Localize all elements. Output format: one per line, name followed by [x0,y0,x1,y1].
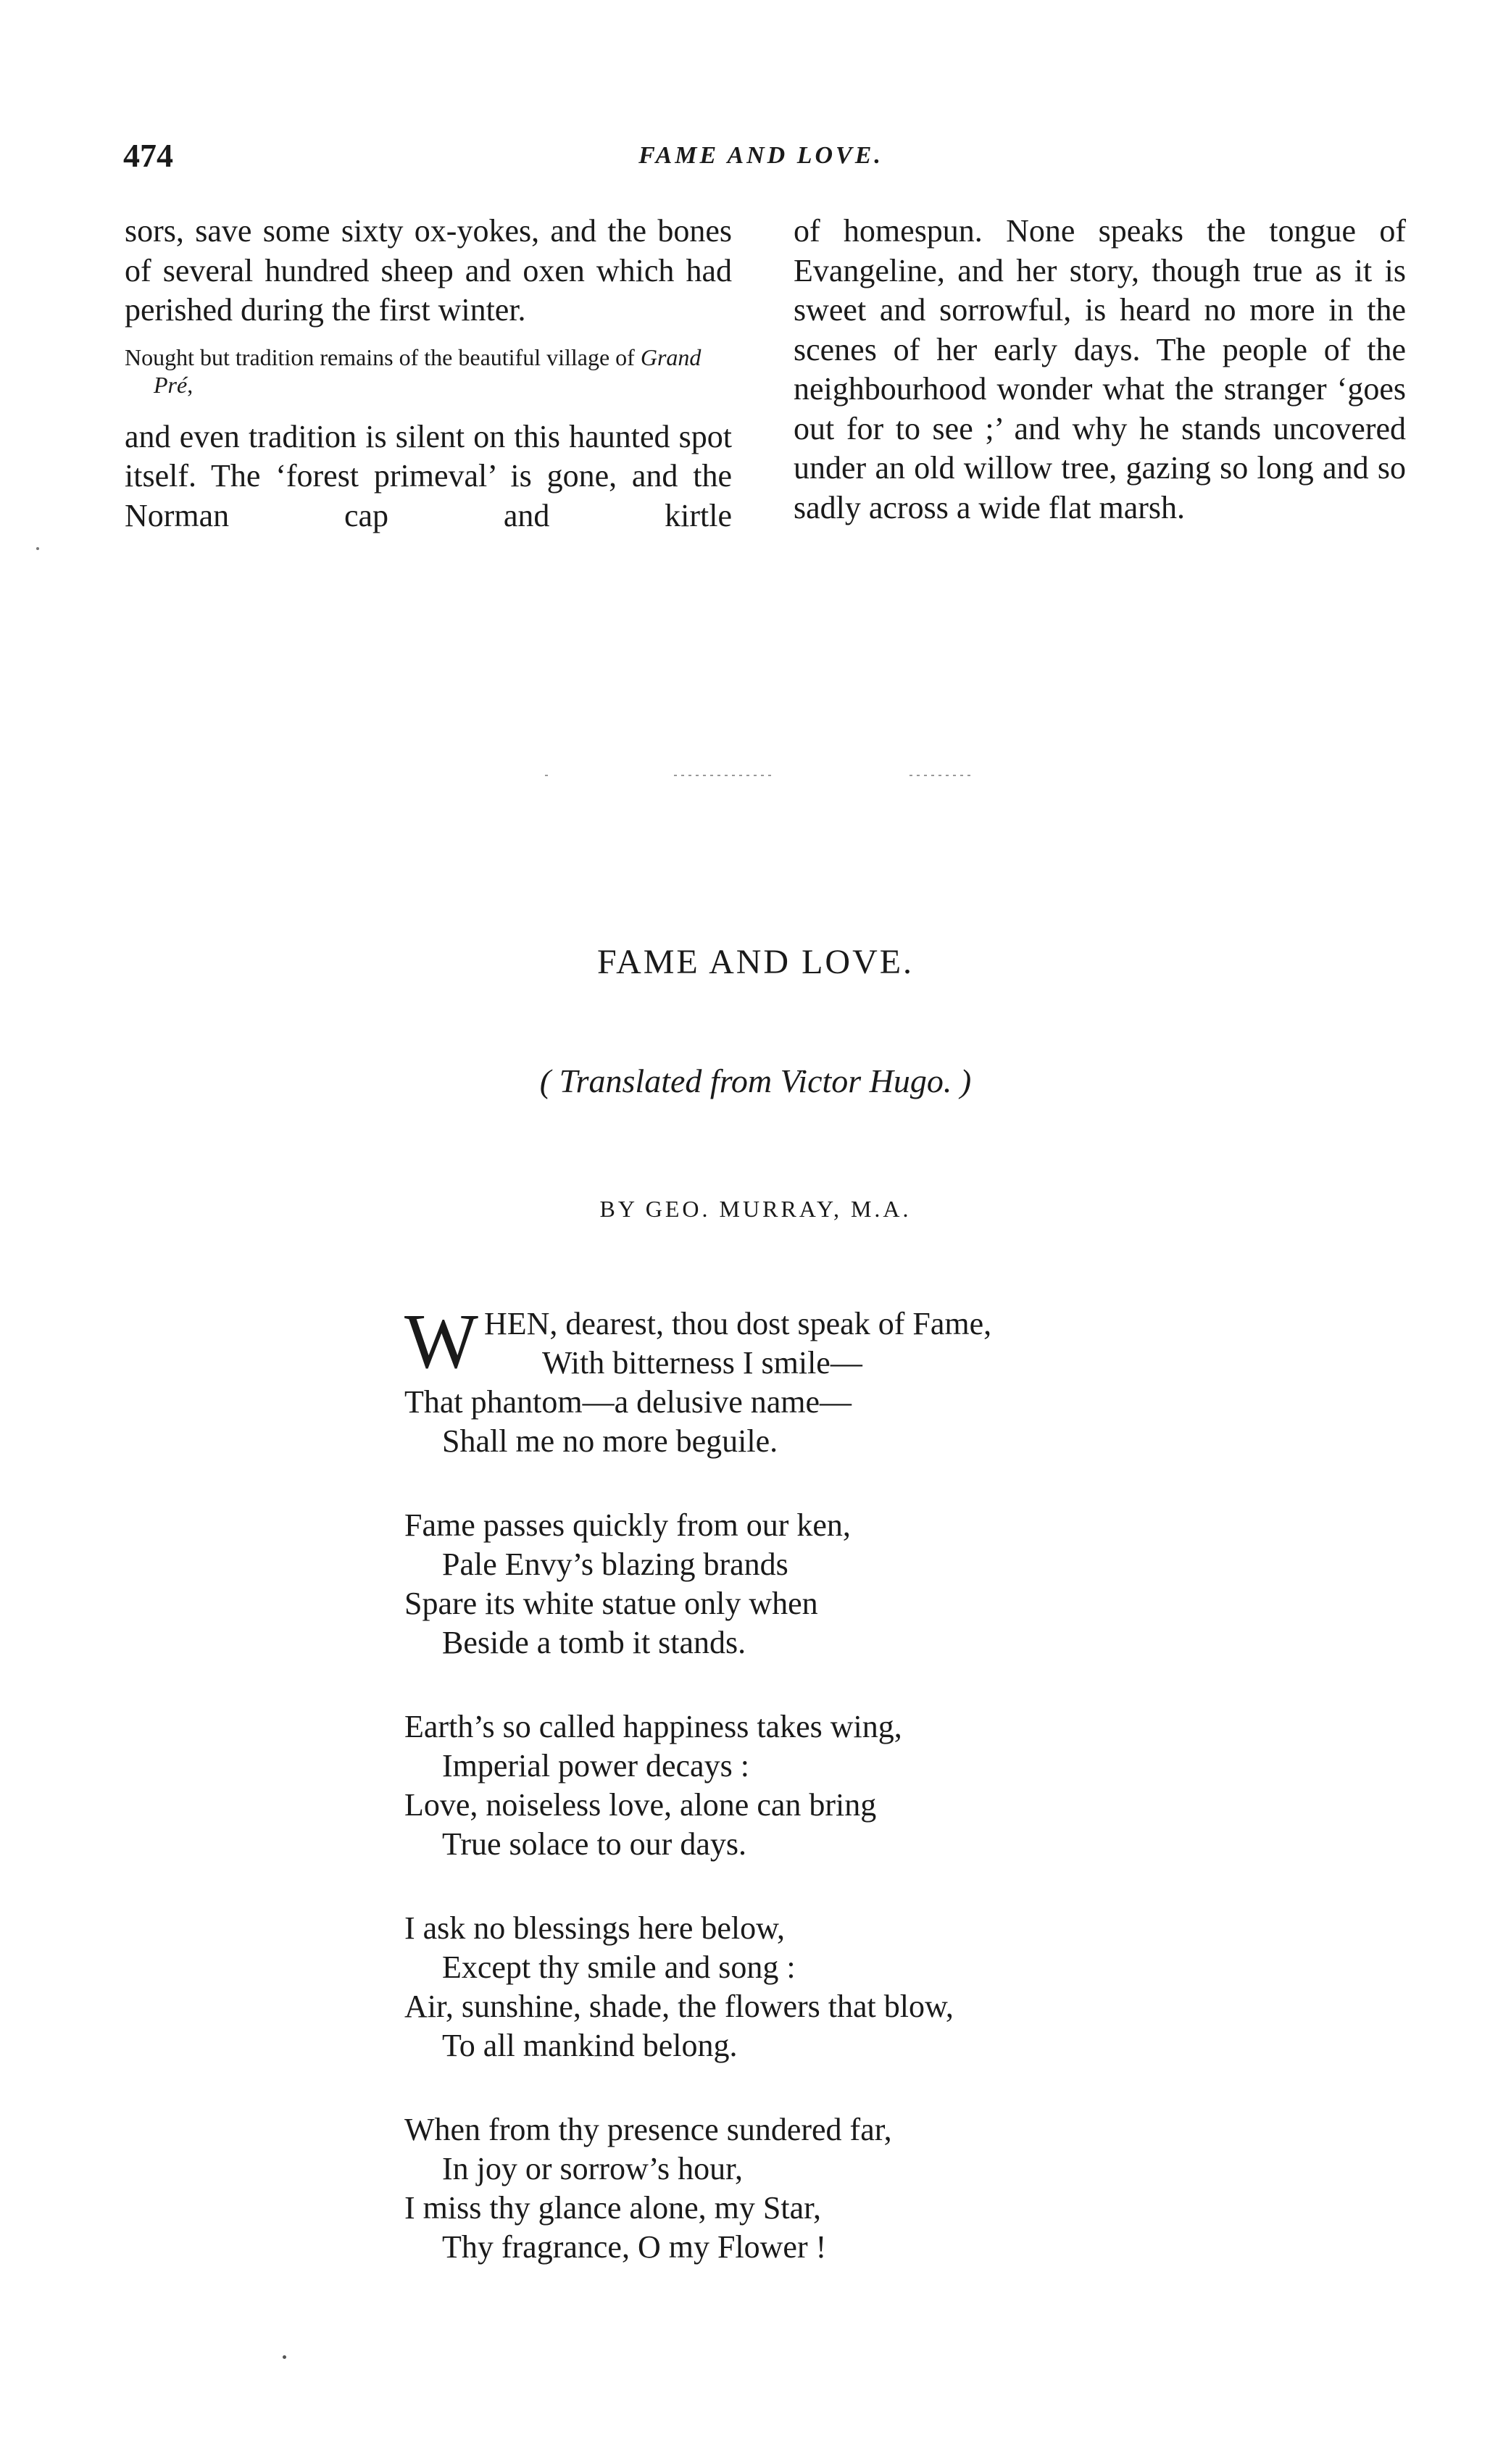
poem-line: Air, sunshine, shade, the flowers that blow, [404,1989,954,2024]
poem-line: To all mankind belong. [442,2028,738,2063]
poem-line: Beside a tomb it stands. [442,1625,746,1660]
stanza-3 [404,1707,1274,1864]
poem-line: Except thy smile and song : [442,1949,796,1985]
poem-line: Spare its white statue only when [404,1586,818,1621]
poem-line: I miss thy glance alone, my Star, [404,2190,822,2226]
poem-line: With bitterness I smile— [542,1345,862,1381]
poem-line: True solace to our days. [442,1826,746,1862]
poem-line: When from thy presence sundered far, [404,2112,892,2147]
poem-line: Earth’s so called happiness takes wing, [404,1709,902,1744]
margin-speck [36,547,39,550]
left-column [125,212,732,536]
running-head [123,136,1399,180]
right-paragraph: of homespun. None speaks the tongue of Evangeline, and her story, though true as it is sweet and sorrowful, is heard no more in the scenes of her early days. The people of the neighbourhood wonder what the stranger ‘goes out for to see ;’ and why he stands uncovered under an old willow tree, gazing so long and so sadly across a wide flat marsh. [794,213,1406,525]
left-paragraph-1: sors, save some sixty ox-yokes, and the bones of several hundred sheep and oxen which had perished during the first winter. [125,213,732,328]
poem-line: That phantom—a delusive name— [404,1384,852,1420]
section-divider [0,772,1511,779]
poem-body [404,1299,1274,2312]
page-number: 474 [123,137,173,174]
quote-italic: Grand Pré [154,344,702,398]
poem-line: I ask no blessings here below, [404,1910,786,1946]
margin-speck [283,2355,286,2359]
poem-line: Pale Envy’s blazing brands [442,1547,788,1582]
poem-title: FAME AND LOVE. [596,943,915,981]
poem-line: Shall me no more beguile. [442,1423,778,1459]
block-quote [125,344,732,399]
stanza-2 [404,1506,1274,1662]
quote-end: , [187,371,193,398]
poem-line: In joy or sorrow’s hour, [442,2151,743,2186]
poem-author: BY GEO. MURRAY, M.A. [599,1196,912,1222]
poem-line: Fame passes quickly from our ken, [404,1507,851,1543]
right-column [794,212,1406,528]
poem-line: Love, noiseless love, alone can bring [404,1787,877,1823]
poem-subtitle: ( Translated from Victor Hugo. ) [539,1062,972,1099]
stanza-4 [404,1909,1274,2065]
poem-line: HEN, dearest, thou dost speak of Fame, [483,1306,992,1341]
stanza-1 [404,1299,1274,1461]
poem-line: Thy fragrance, O my Flower ! [442,2229,827,2265]
left-paragraph-2: and even tradition is silent on this haunted spot itself. The ‘forest primeval’ is gone, and the Norman cap and kirtle [125,418,732,533]
stanza-5 [404,2110,1274,2267]
poem-line: Imperial power decays : [442,1748,749,1784]
quote-text: Nought but tradition remains of the beautiful village of [125,344,641,370]
running-title: FAME AND LOVE. [638,142,883,169]
drop-cap: W [404,1299,478,1385]
